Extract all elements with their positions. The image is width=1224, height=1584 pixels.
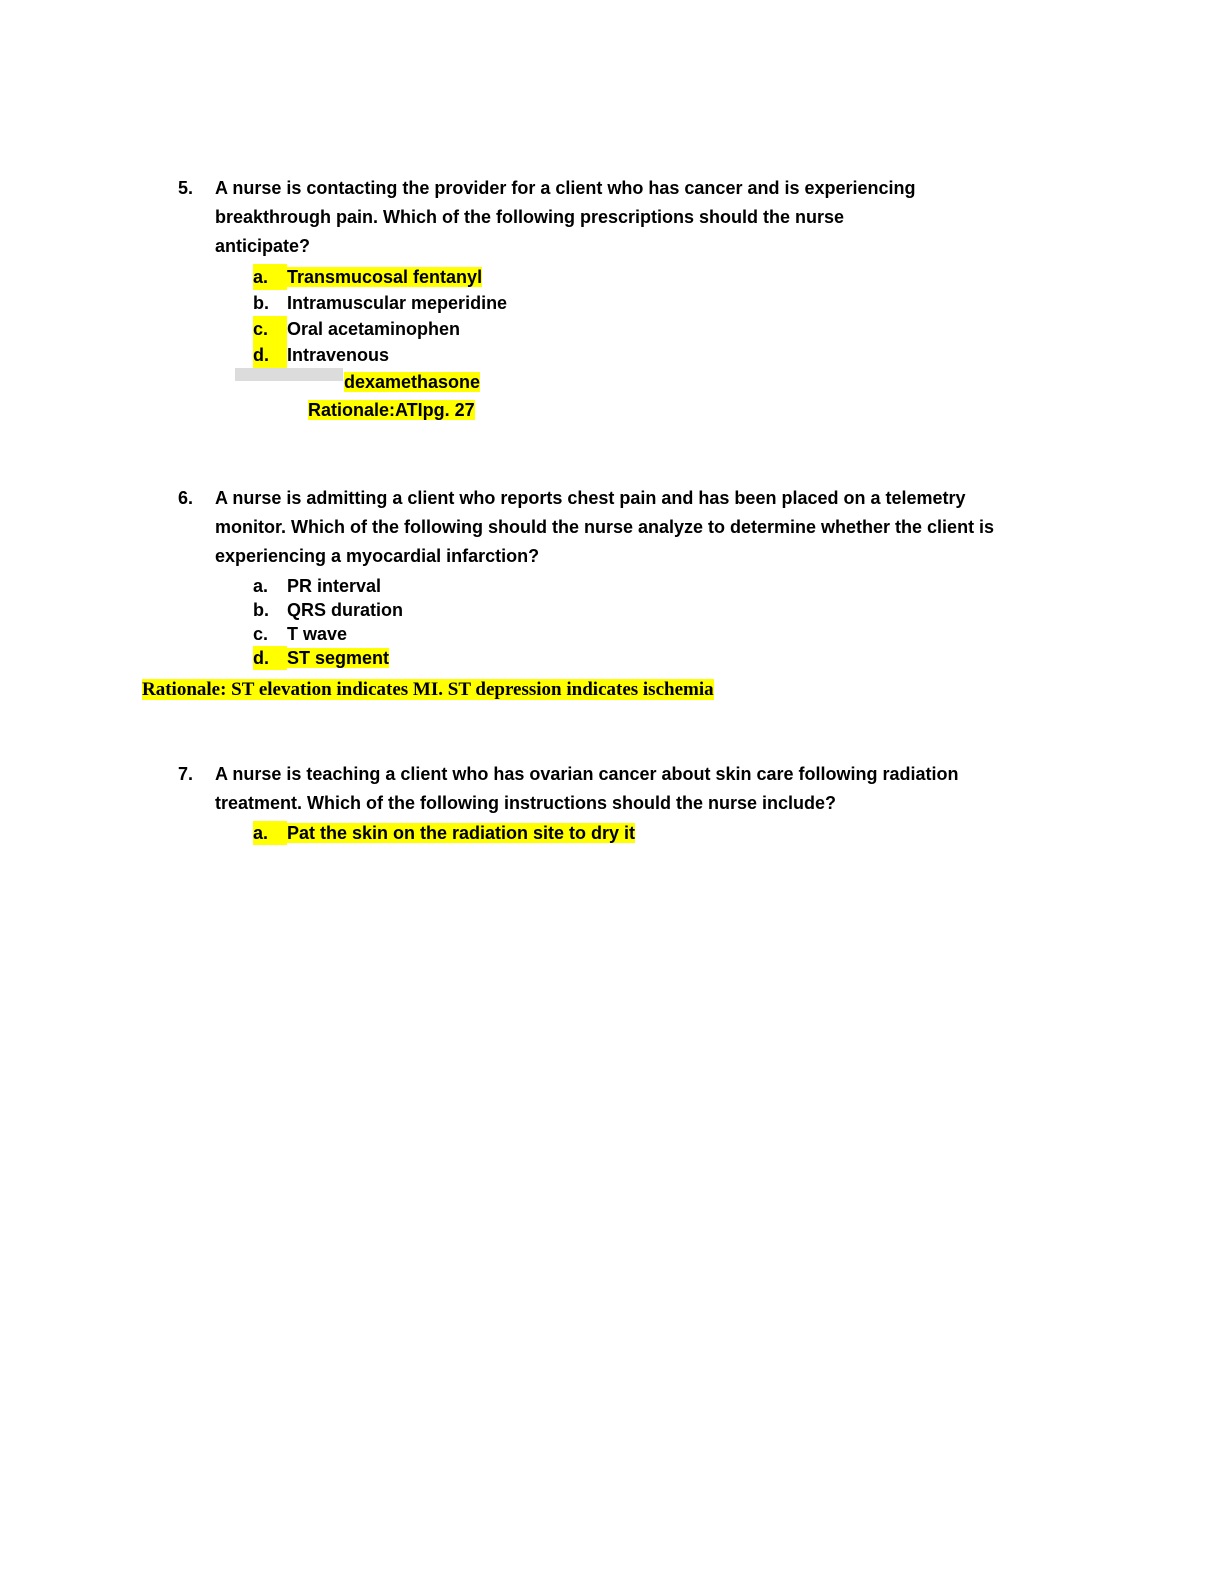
option-marker: a. <box>253 264 287 290</box>
option-a <box>253 821 1224 845</box>
gray-highlight-artifact <box>235 368 343 381</box>
question-text-line: A nurse is teaching a client who has ovarian cancer about skin care following radiation <box>215 764 959 784</box>
question-text-line: treatment. Which of the following instructions should the nurse include? <box>215 793 837 813</box>
question-number: 6. <box>178 488 194 508</box>
question-text <box>215 760 959 818</box>
question-text-line: monitor. Which of the following should the nurse analyze to determine whether the client is <box>215 517 995 537</box>
question-6-row <box>178 484 1224 571</box>
option-marker: a. <box>253 576 269 596</box>
option-c <box>253 622 1224 646</box>
question-text <box>215 174 916 261</box>
highlighted-text: Rationale:ATIpg. 27 <box>308 400 475 420</box>
option-marker: c. <box>253 316 287 342</box>
question-text-line: anticipate? <box>215 236 311 256</box>
option-marker: a. <box>253 821 287 845</box>
rationale-line <box>142 676 1224 704</box>
option-marker: b. <box>253 293 269 313</box>
option-marker: d. <box>253 646 287 670</box>
options-list <box>253 264 1224 368</box>
option-label: QRS duration <box>287 600 403 620</box>
option-marker: b. <box>253 600 269 620</box>
option-d <box>253 646 1224 670</box>
options-list <box>253 574 1224 670</box>
option-d <box>253 342 1224 368</box>
question-text-line: A nurse is contacting the provider for a client who has cancer and is experiencing <box>215 178 916 198</box>
question-5-row <box>178 174 1224 261</box>
option-a <box>253 574 1224 598</box>
option-label: ST segment <box>287 648 390 668</box>
question-5 <box>0 174 1224 422</box>
question-7 <box>0 760 1224 845</box>
option-b <box>253 290 1224 316</box>
option-marker: d. <box>253 342 287 368</box>
option-label: Intramuscular meperidine <box>287 293 508 313</box>
highlighted-text: dexamethasone <box>344 372 481 392</box>
question-6 <box>0 484 1224 704</box>
highlighted-rationale: Rationale: ST elevation indicates MI. ST depression indicates ischemia <box>142 679 714 700</box>
question-number: 7. <box>178 764 194 784</box>
option-label: Oral acetaminophen <box>287 319 461 339</box>
option-c <box>253 316 1224 342</box>
option-a <box>253 264 1224 290</box>
option-label: PR interval <box>287 576 382 596</box>
answer-continuation-line <box>344 370 1224 394</box>
question-text <box>215 484 994 571</box>
question-number: 5. <box>178 178 194 198</box>
option-label: Transmucosal fentanyl <box>287 267 483 287</box>
options-list <box>253 821 1224 845</box>
question-7-row <box>178 760 1224 818</box>
option-label: Pat the skin on the radiation site to dry it <box>287 823 636 843</box>
question-text-line: A nurse is admitting a client who reports chest pain and has been placed on a telemetry <box>215 488 966 508</box>
question-text-line: breakthrough pain. Which of the following prescriptions should the nurse <box>215 207 845 227</box>
option-label: T wave <box>287 624 348 644</box>
option-marker: c. <box>253 624 269 644</box>
question-text-line: experiencing a myocardial infarction? <box>215 546 540 566</box>
option-label: Intravenous <box>287 345 390 365</box>
option-b <box>253 598 1224 622</box>
rationale-line <box>308 398 1224 422</box>
